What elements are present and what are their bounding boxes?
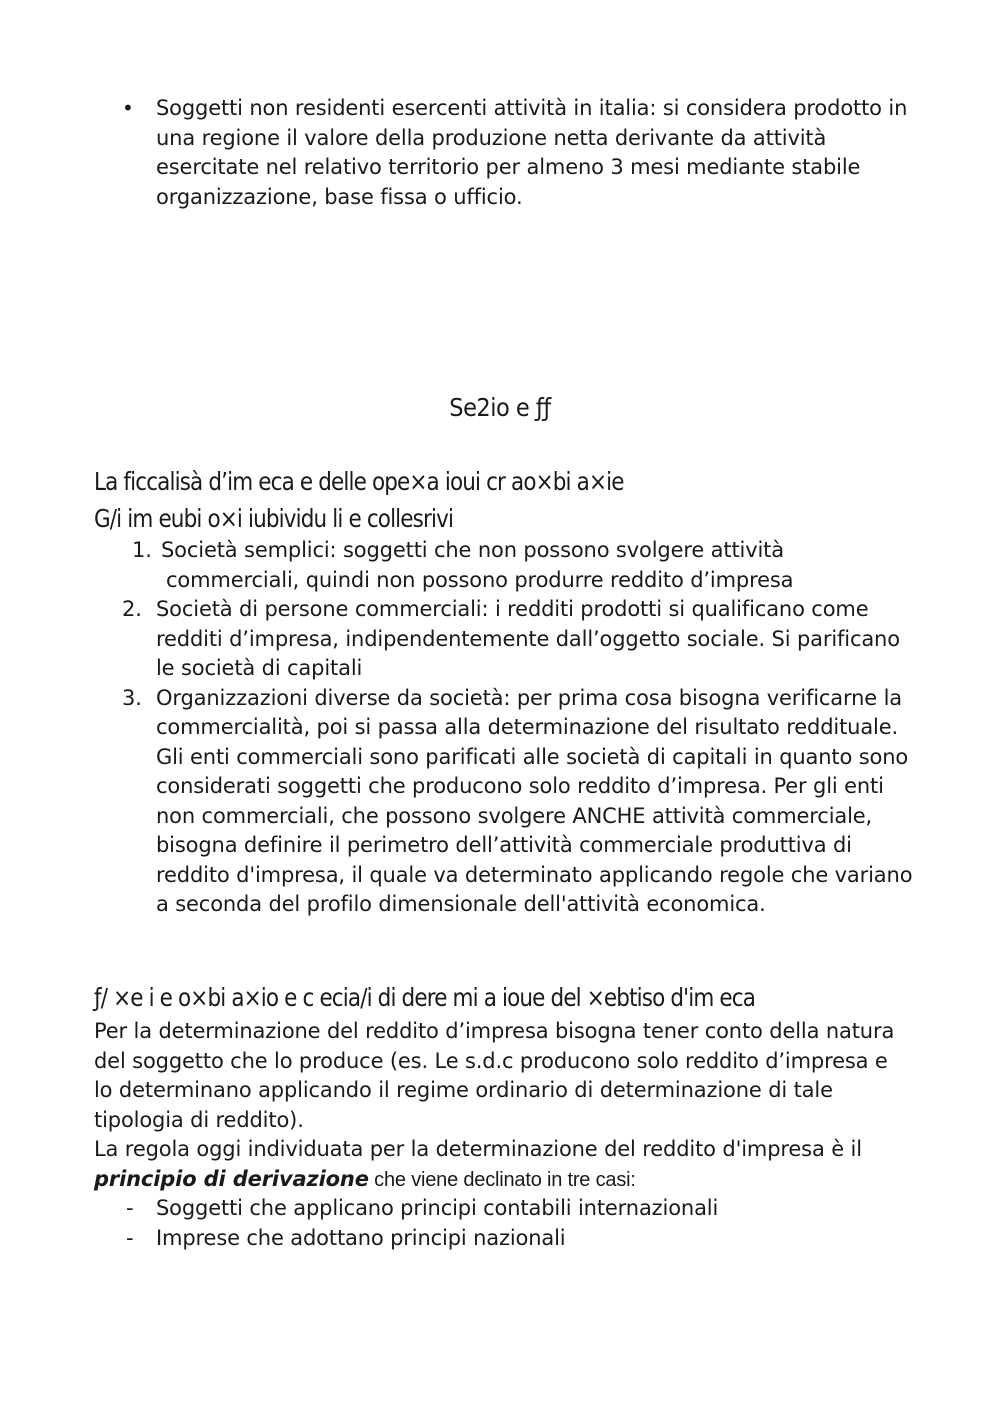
emphasized-term: principio di derivazione <box>94 1166 369 1191</box>
list-item <box>122 1194 922 1224</box>
list-number: 2. <box>122 597 142 621</box>
list-item-line: Società semplici: soggetti che non possono svolgere attività <box>161 538 784 562</box>
heading-tertiary: ƒ/ ×e i e o×bi a×io e c ecia/i di dere mi a ioue del ×ebtiso d'im eca <box>94 983 756 1012</box>
dash-marker: - <box>126 1196 134 1220</box>
list-item-line: commerciali, quindi non possono produrre reddito d’impresa <box>166 567 794 592</box>
heading-primary: La ficcalisà d’im eca e delle ope×a ioui cr ao×bi a×ie <box>94 467 624 496</box>
paragraph-block <box>94 1017 904 1195</box>
bullet-marker: • <box>122 96 134 120</box>
list-item-text: Soggetti che applicano principi contabili internazionali <box>156 1196 719 1220</box>
heading-secondary: G/i im eubi o×i iubividu li e collesrivi <box>94 504 454 533</box>
list-number: 3. <box>122 685 142 710</box>
paragraph-text: La regola oggi individuata per la determinazione del reddito d'impresa è il <box>94 1137 862 1161</box>
list-item-text: Imprese che adottano principi nazionali <box>156 1225 566 1250</box>
section-title: Se2io e ƒƒ <box>449 393 551 422</box>
paragraph-text: che viene declinato in tre casi: <box>368 1168 636 1191</box>
list-number: 1. <box>132 538 152 562</box>
list-item <box>122 595 922 684</box>
list-item-text <box>161 536 922 595</box>
list-item <box>122 684 922 920</box>
list-item <box>122 1224 922 1254</box>
list-item-text: Organizzazioni diverse da società: per prima cosa bisogna verificarne la commercialità, poi si passa alla determinazione del risultato reddituale. Gli enti commerciali sono parificati alle società di capitali in quanto sono considerati soggetti che producono solo reddito d’impresa. Per gli enti non commerciali, che possono svolgere ANCHE attività commerciale, bisogna definire il perimetro dell’attività commerciale produttiva di reddito d'impresa, il quale va determinato applicando regole che variano a seconda del profilo dimensionale dell'attività economica. <box>156 685 913 916</box>
list-item-text: Società di persone commerciali: i redditi prodotti si qualificano come redditi d’impresa, indipendentemente dall’oggetto sociale. Si parificano le società di capitali <box>156 597 900 680</box>
paragraph: Per la determinazione del reddito d’impresa bisogna tener conto della natura del soggetto che lo produce (es. Le s.d.c producono solo reddito d’impresa e lo determinano applicando il regime ordinario di determinazione di tale tipologia di reddito). <box>94 1019 895 1132</box>
bullet-item <box>122 94 922 212</box>
dash-list <box>122 1194 922 1253</box>
bullet-text: Soggetti non residenti esercenti attività in italia: si considera prodotto in una regione il valore della produzione netta derivante da attività esercitate nel relativo territorio per almeno 3 mesi mediante stabile organizzazione, base fissa o ufficio. <box>156 96 908 209</box>
paragraph <box>94 1135 904 1195</box>
dash-marker: - <box>126 1225 134 1250</box>
numbered-list <box>122 536 922 920</box>
list-item <box>122 536 922 595</box>
